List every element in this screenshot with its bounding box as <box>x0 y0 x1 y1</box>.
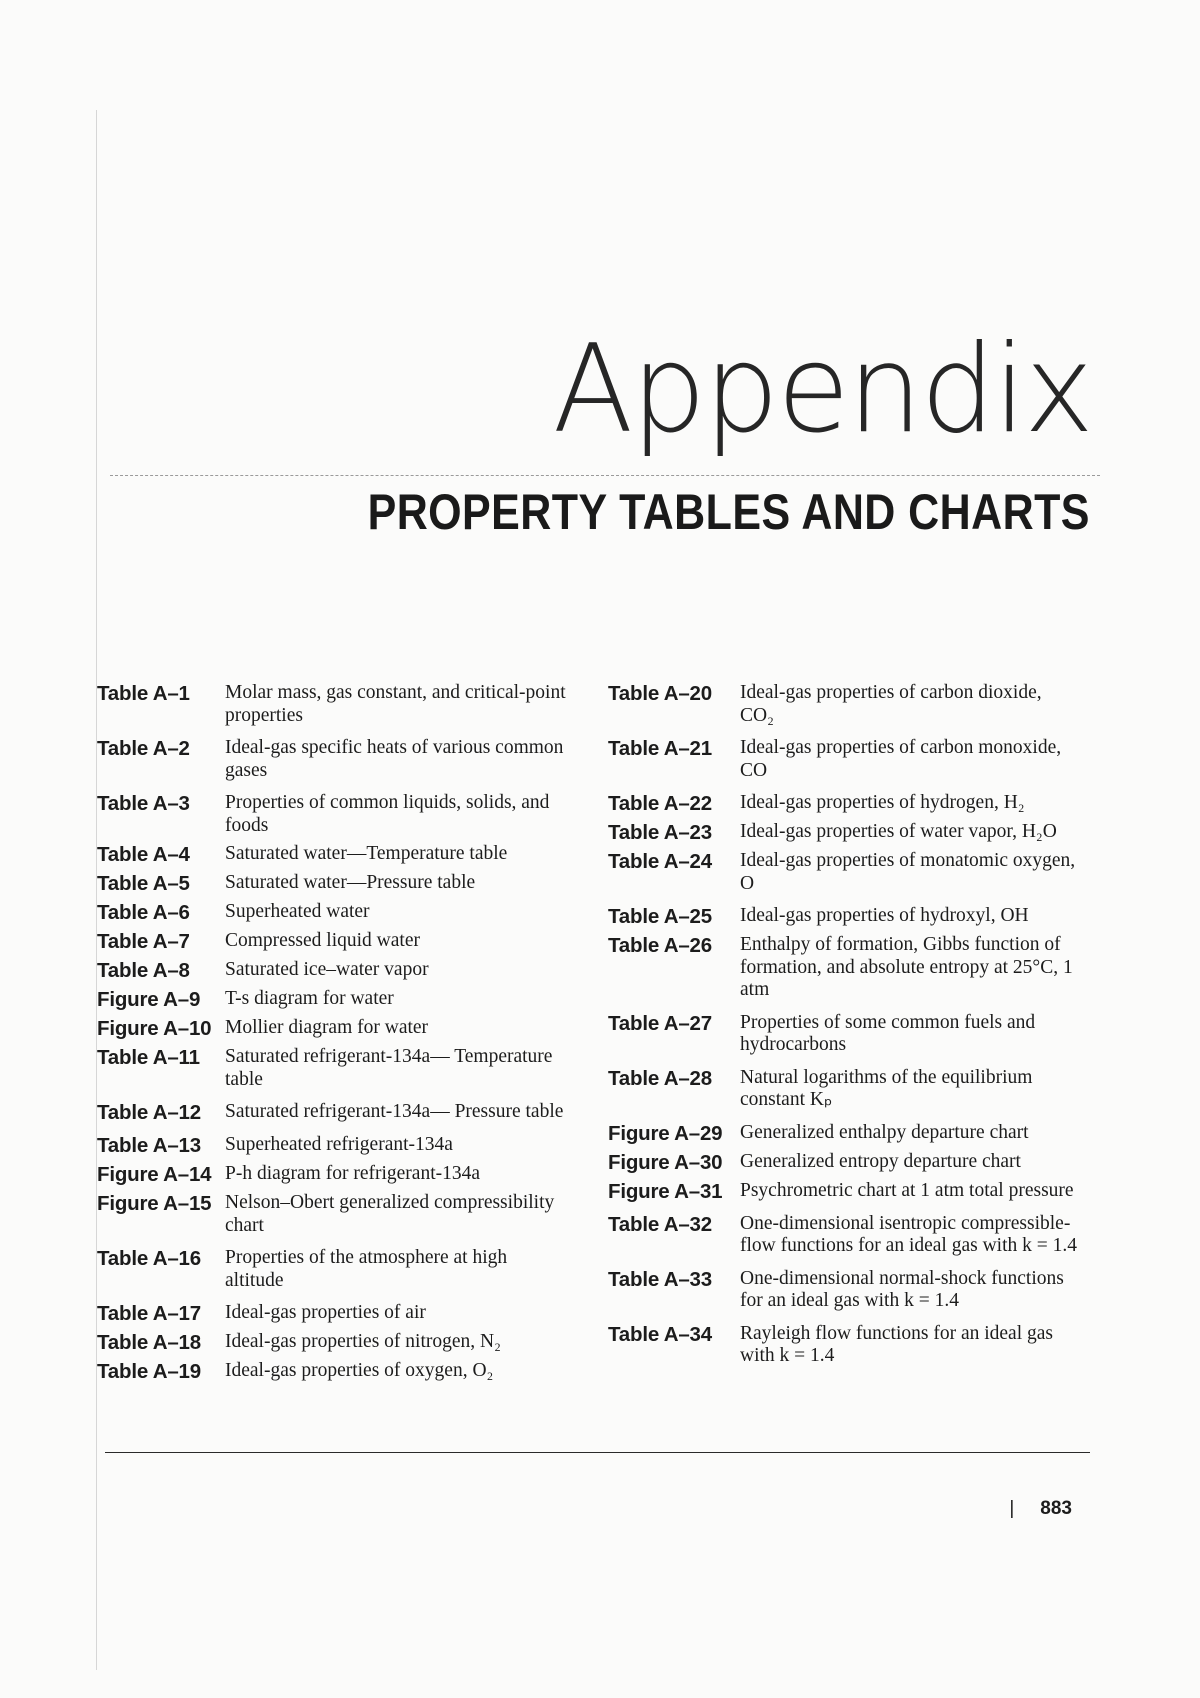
entry-description: Properties of some common fuels and hydrocarbons <box>740 1011 1036 1055</box>
contents-entry <box>608 1213 1078 1258</box>
entry-label: Table A–34 <box>608 1322 712 1346</box>
footer-separator: | <box>1009 1498 1015 1519</box>
entry-description: Saturated ice–water vapor <box>225 959 429 980</box>
contents-entry <box>97 959 567 982</box>
entry-label: Figure A–10 <box>97 1017 212 1040</box>
entry-description: One-dimensional isentropic compressible-flow functions for an ideal gas with k = 1.4 <box>740 1212 1078 1256</box>
contents-entry <box>97 901 567 924</box>
entry-description: Nelson–Obert generalized compressibility chart <box>225 1192 555 1236</box>
contents-entry <box>608 1067 1078 1112</box>
entry-label: Table A–16 <box>97 1247 201 1270</box>
entry-description: Compressed liquid water <box>225 930 420 951</box>
entry-label: Table A–2 <box>97 737 190 760</box>
contents-entry <box>97 682 567 727</box>
contents-entry <box>97 1302 567 1325</box>
contents-entry <box>608 1151 1078 1174</box>
entry-description: Properties of common liquids, solids, and foods <box>225 792 550 836</box>
contents-entry <box>608 1012 1078 1057</box>
entry-label: Figure A–14 <box>97 1163 212 1186</box>
entry-label: Table A–21 <box>608 737 712 760</box>
contents-entry <box>97 1331 567 1354</box>
contents-entry <box>97 1247 567 1292</box>
page-subtitle: PROPERTY TABLES AND CHARTS <box>367 484 1090 540</box>
entry-description: T-s diagram for water <box>225 988 394 1009</box>
contents-entry <box>608 934 1078 1002</box>
entry-description: Saturated refrigerant-134a— Pressure table <box>225 1101 564 1122</box>
entry-label: Figure A–31 <box>608 1179 723 1203</box>
entry-label: Table A–20 <box>608 682 712 705</box>
entry-label: Table A–18 <box>97 1331 201 1354</box>
entry-description: Ideal-gas properties of oxygen, O₂ <box>225 1360 494 1381</box>
entry-label: Table A–28 <box>608 1066 712 1090</box>
entry-description: Superheated water <box>225 901 370 922</box>
entry-description: Properties of the atmosphere at high altitude <box>225 1247 508 1291</box>
contents-entry <box>97 1192 567 1237</box>
contents-entry <box>608 737 1078 782</box>
entry-description: Enthalpy of formation, Gibbs function of formation, and absolute entropy at 25°C, 1 atm <box>740 934 1073 1000</box>
entry-label: Table A–8 <box>97 959 190 982</box>
entry-label: Table A–33 <box>608 1267 712 1291</box>
contents-entry <box>97 872 567 895</box>
entry-description: Ideal-gas properties of monatomic oxygen, O <box>740 850 1076 894</box>
entry-label: Table A–32 <box>608 1212 712 1236</box>
contents-entry <box>97 1046 567 1091</box>
contents-entry <box>608 821 1078 844</box>
entry-description: One-dimensional normal-shock functions for an ideal gas with k = 1.4 <box>740 1267 1064 1311</box>
entry-description: Ideal-gas specific heats of various common gases <box>225 737 564 781</box>
entry-description: Generalized entropy departure chart <box>740 1150 1021 1172</box>
entry-label: Table A–27 <box>608 1011 712 1035</box>
entry-description: Ideal-gas properties of nitrogen, N₂ <box>225 1331 501 1352</box>
entry-description: Ideal-gas properties of carbon dioxide, CO₂ <box>740 682 1042 726</box>
entry-description: Ideal-gas properties of water vapor, H₂O <box>740 821 1057 842</box>
entry-description: Natural logarithms of the equilibrium constant Kₚ <box>740 1066 1033 1110</box>
entry-description: Ideal-gas properties of hydrogen, H₂ <box>740 792 1025 813</box>
entry-description: Saturated water—Temperature table <box>225 843 508 864</box>
contents-entry <box>608 682 1078 727</box>
entry-label: Table A–11 <box>97 1046 200 1069</box>
contents-entry <box>97 988 567 1011</box>
contents-entry <box>97 792 567 837</box>
entry-description: Mollier diagram for water <box>225 1017 429 1038</box>
contents-entry <box>97 1101 567 1124</box>
contents-entry <box>608 905 1078 928</box>
entry-label: Table A–4 <box>97 843 190 866</box>
entry-label: Table A–12 <box>97 1101 201 1124</box>
contents-entry <box>97 737 567 782</box>
entry-description: Molar mass, gas constant, and critical-point properties <box>225 682 566 726</box>
entry-label: Table A–7 <box>97 930 190 953</box>
entry-description: Superheated refrigerant-134a <box>225 1134 453 1155</box>
contents-entry <box>608 792 1078 815</box>
contents-column-left <box>97 682 567 1389</box>
contents-entry <box>608 1323 1078 1368</box>
contents-entry <box>97 930 567 953</box>
entry-label: Table A–17 <box>97 1302 201 1325</box>
footer-divider <box>105 1452 1090 1453</box>
entry-description: Generalized enthalpy departure chart <box>740 1121 1029 1143</box>
entry-label: Table A–24 <box>608 850 712 873</box>
entry-label: Table A–3 <box>97 792 190 815</box>
entry-label: Figure A–29 <box>608 1121 723 1145</box>
contents-column-right <box>608 682 1078 1374</box>
entry-label: Table A–26 <box>608 934 712 957</box>
entry-label: Table A–1 <box>97 682 190 705</box>
entry-description: Ideal-gas properties of carbon monoxide, CO <box>740 737 1062 781</box>
entry-label: Table A–19 <box>97 1360 201 1383</box>
entry-label: Table A–6 <box>97 901 190 924</box>
entry-label: Table A–13 <box>97 1134 201 1157</box>
contents-entry <box>608 850 1078 895</box>
entry-description: Ideal-gas properties of hydroxyl, OH <box>740 905 1029 926</box>
entry-description: P-h diagram for refrigerant-134a <box>225 1163 481 1184</box>
entry-label: Table A–25 <box>608 905 712 928</box>
contents-entry <box>608 1122 1078 1145</box>
appendix-heading: Appendix <box>552 317 1092 461</box>
contents-entry <box>608 1180 1078 1203</box>
entry-description: Rayleigh flow functions for an ideal gas with k = 1.4 <box>740 1322 1053 1366</box>
entry-description: Saturated water—Pressure table <box>225 872 476 893</box>
entry-description: Saturated refrigerant-134a— Temperature table <box>225 1046 553 1090</box>
entry-label: Table A–5 <box>97 872 190 895</box>
contents-entry <box>608 1268 1078 1313</box>
entry-description: Psychrometric chart at 1 atm total pressure <box>740 1179 1074 1201</box>
contents-entry <box>97 843 567 866</box>
contents-entry <box>97 1360 567 1383</box>
entry-label: Table A–22 <box>608 792 712 815</box>
page-number: 883 <box>1040 1498 1072 1519</box>
entry-description: Ideal-gas properties of air <box>225 1302 426 1323</box>
entry-label: Figure A–30 <box>608 1150 723 1174</box>
contents-entry <box>97 1017 567 1040</box>
page-footer <box>1009 1498 1072 1520</box>
entry-label: Figure A–9 <box>97 988 201 1011</box>
entry-label: Figure A–15 <box>97 1192 212 1215</box>
heading-divider <box>110 475 1100 476</box>
contents-entry <box>97 1134 567 1157</box>
entry-label: Table A–23 <box>608 821 712 844</box>
contents-entry <box>97 1163 567 1186</box>
